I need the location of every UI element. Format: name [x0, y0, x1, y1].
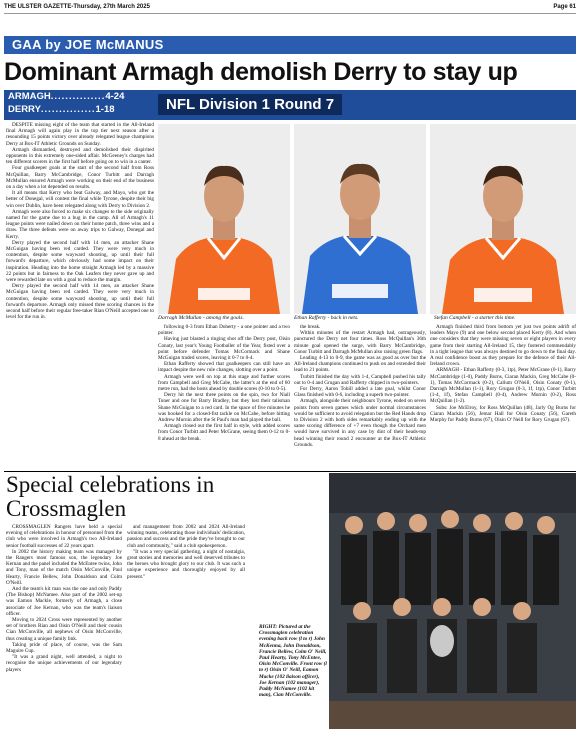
article-column-5 [6, 524, 122, 734]
paragraph: Subs: Joe McElroy, for Ross McQuillan (48), Jarly Og Burns for Ciaran Mackin (56), Jemar Hall for Oisin Conaty (56), Gareth Murphy for Paddy Burns (67), Oisin O' Neill for Rory Grugan (67). [430, 404, 576, 424]
paragraph: ARMAGH - Ethan Rafferty (0-3, 1tp), Peter McGrane (0-1), Barry McCambridge (1-0), Paddy Burns, Ciaran Mackin, Greg McCabe (0-1), Tomas McCormack (0-2), Callum O'Neill, Oisin Conaty (0-1), Darragh McMullan (1-1), Rory Grugan (0-3, 1f, 1tp), Conor Turbitt (1-4, 1f), Stefan Campbell (0-4), Andrew Murnin (0-2), Ross McQuillan (1-2). [430, 367, 576, 405]
article-column-2 [158, 324, 290, 470]
article-column-6 [127, 524, 245, 674]
group-photo-caption: RIGHT: Pictured at the Crossmaglen celebration evening back row (l to r) John McKenna, John Donaldson, Francie Bellew, Colm O' Neill, Paul Hearty, Tony McEntee, Oisin McConville. Front row (l to r) Oisin O' Neill, Eamon Macke (102 liaison officer), Joe Kernan (102 manager), Paddy McNamee (102 kit man), Cian McConville. [259, 624, 327, 699]
paragraph: Leading 4-13 to 0-9, the game was as good as over but the All-Ireland champions continued to push on and extended their lead to 21 points. [294, 355, 426, 374]
player-photo-mcmullan [158, 124, 290, 314]
paragraph: Armagh were well on top at this stage and further scores from Campbell and Greg McCabe, the latter's at the end of 60 metre run, had the hosts ahead by double scores (0-10 to 0-5). [158, 373, 290, 393]
section-band [4, 36, 576, 54]
paragraph: For Derry, Aaron Tohill added a late goal, whilst Conor Glass finished with 0-6, including a superb two-pointer. [294, 386, 426, 399]
league-banner [152, 90, 576, 120]
team-name: DERRY [8, 104, 41, 115]
team-score: 4-24 [105, 91, 125, 102]
article-column-3 [294, 324, 426, 470]
paragraph: CROSSMAGLEN Rangers have held a special evening of celebrations in honour of personnel from the club who were involved in Armagh's two All-Ireland senior football successes of 22 years apart. [6, 524, 122, 549]
paragraph: Within minutes of the restart Armagh had, outrageously, punctured the Derry net four times. Ross McQuillan's 36th minute goal opened the surge, with Barry McCambridge, Conor Turbitt and Darragh McMullan also raising green flags. [294, 330, 426, 355]
paragraph: It all means that Kerry who beat Galway, and Mayo, who got the better of Donegal, will contest the final while Tyrone, despite their big win over Dublin, have been relegated along with Derry to Division 2. [6, 190, 154, 209]
score-dots: ............... [50, 91, 106, 102]
score-row-armagh [8, 91, 124, 102]
score-row-derry [8, 104, 115, 115]
paragraph: following 0-3 from Ethan Doherty - a one pointer and a two pointer. [158, 324, 290, 337]
paragraph: Armagh, alongside their neighbours Tyrone, ended on seven points from seven games which under normal circumstances would be sufficient to avoid relegation but the Red Hands drop to Division 2 with both sides remarkably ending up with the same scoring difference of +7 even though the Orchard men would have survived in any case by dint of their heads-top head winning their round 2 encounter at the Box-IT Athletic Grounds. [294, 398, 426, 448]
paragraph: "It was a grand night, well attended, a night to recognise the unique achievements of our legendary players [6, 654, 122, 673]
score-block [4, 90, 152, 120]
photo-caption: Ethan Rafferty - back in nets. [294, 315, 359, 321]
paragraph: Having just blasted a ringing shot off the Derry post, Oisin Conaty, last year's Young Footballer of the Year, fisted over a point before defender Tomas McCormack and Shane McGuigan traded scores, leaving it 0-7 to 0-4. [158, 336, 290, 362]
masthead-paper: THE ULSTER GAZETTE-Thursday, 27th March 2025 [4, 4, 150, 10]
paragraph: Derry played the second half with 14 men, an attacker Shane McGuigan having been red carded. They were very much in contention, despite some wayward shooting, up until their full forward's departure. Armagh only missed three scoring chances in the second half before their regular free-taker Rian O'Neill accepted one to level for the run in. [6, 283, 154, 321]
paragraph: the break. [300, 324, 321, 330]
masthead [4, 1, 576, 14]
paragraph: Armagh closed out the first half in style, with added scores from Conor Turbitt and Peter McGrane, seeing them 0-12 to 0-8 ahead at the break. [158, 423, 290, 442]
paragraph: Turbitt finished the day with 1-4, Campbell pushed his tally out to 0-4 and Grugan and Rafferty chipped in two-pointers. [294, 373, 426, 386]
paragraph: Four goalkeeper goals at the start of the second half from Ross McQuillan, Barry McCambridge, Conor Turbitt and Darragh McMullan ensured Armagh were working on their end of the business on a day when a lot depended on results. [6, 165, 154, 191]
paragraph: In 2002 the history making team was managed by the Rangers most famous son, the legendary Joe Kernan and the panel included the McEntee twins, John and Tony, man of the match Oisin McConville, Paul Hearty, Francie Bellew, John Donaldson and Colm O'Neill. [6, 548, 122, 586]
section-label: GAA by JOE McMANUS [12, 37, 164, 52]
photo-caption: Darragh McMullan - among the goals. [158, 315, 244, 321]
paragraph: and management from 2002 and 2024 All-Ireland winning teams, celebrating those individuals' dedication, passion and success and the pride they've brought to our club and community," said a club spokesperson. [127, 524, 245, 549]
paragraph: Armagh dismantled, destroyed and demolished their dispirited opponents in this extremely one-sided affair. McGeeney's charges had ten different scorers in the first half before going on to win in a canter. [6, 146, 154, 166]
article-column-1 [6, 122, 154, 470]
team-name: ARMAGH [8, 91, 51, 102]
paragraph: Derry hit the next three points on the spin, two for Niall Toner and one for Barry Bradley, but they lost their talisman Shane McGuigan to a red card. In the space of five minutes he was booked for a closed-fist tackle on McCabe, before hitting Andrew Murnin after the St Paul's man had played the ball. [158, 392, 290, 424]
score-dots: ............... [40, 104, 96, 115]
paragraph: Derry played the second half with 14 men, an attacker Shane McGuigan having been red carded. They were very much in contention, despite some wayward shooting, up until their full forward's departure, which obviously had some impact on their inspiration. Heading into the home straight Armagh led by a massive 22 points but in fairness to the Oak Leafers they never gave up and were rewarded late on with a goal to reduce the margin. [6, 239, 154, 284]
player-photo-campbell [430, 124, 576, 314]
paragraph: "It was a very special gathering, a night of nostalgia, great stories and memories and well deserved tributes to the heroes who brought glory to our club. It was such a unique experience and thoroughly enjoyed by all present." [127, 548, 245, 580]
paragraph: And the team's kit man was the one and only Paddy (The Bishop) McNamee. Also part of the 2002 set-up was Eamon Mackle, formerly of Armagh, a close associate of Joe Kernan, who was the team's liaison officer. [6, 586, 122, 617]
photo-caption: Stefan Campbell - a starter this time. [434, 315, 516, 321]
team-score: 1-18 [95, 104, 115, 115]
paragraph: Armagh finished third from bottom yet just two points adrift of leaders Mayo (9) and one below second placed Kerry (8). And when one considers that they were missing seven or eight players in every game from their starting All-Ireland 15, they fostered commendably in a tight league that was always destined to go down to the final day. A real confidence boost as they prepare for the defence of their All-Ireland crown. [430, 324, 576, 368]
paragraph: Moving to 2024 Cross were represented by another set of brothers Rian and Oisin O'Neill and their cousin Cian McConville, all nephews of Oisin McConville, thus creating a unique family link. [6, 617, 122, 642]
paragraph: Taking pride of place, of course, was the Sam Maguire Cup. [6, 641, 122, 655]
headline: Dominant Armagh demolish Derry to stay up [4, 58, 518, 86]
article-column-4 [430, 324, 576, 470]
league-label: NFL Division 1 Round 7 [158, 94, 342, 115]
subhead: Special celebrations in Crossmaglen [6, 472, 215, 521]
player-photo-rafferty [294, 124, 426, 314]
paragraph: Ethan Rafferty showed that goalkeepers can still have an impact despite the new rule changes, slotting over a point. [158, 361, 290, 374]
paragraph: DESPITE missing eight of the team that started in the All-Ireland final Armagh will again play in the top tier next season after a resounding 15 points victory over already relegated league champions Derry at Box-IT Athletic Grounds on Sunday. [6, 122, 154, 147]
paragraph: Armagh were also forced to make six changes to the side originally named for the game due to a bug in the camp. All of Armagh's 11 league points were nailed down on their home patch, three wins and a draw. The three defeats were on away trips to Galway, Donegal and Kerry. [6, 208, 154, 240]
group-photo-crossmaglen [329, 473, 576, 729]
page-number: Page 61 [553, 4, 576, 10]
